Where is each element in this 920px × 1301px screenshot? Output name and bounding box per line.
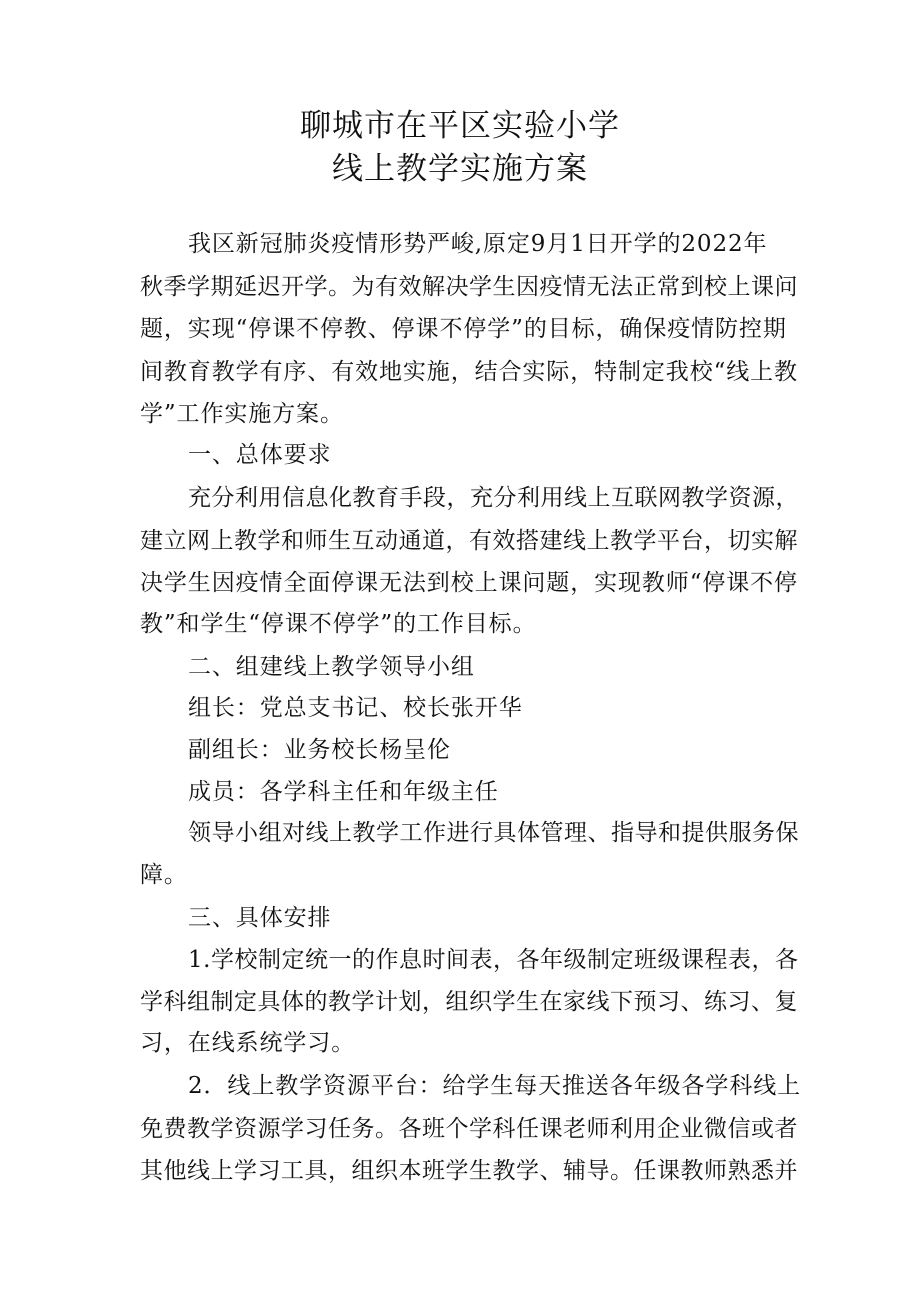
paragraph-item-2-line: 2．线上教学资源平台：给学生每天推送各年级各学科线上 (188, 1073, 802, 1099)
group-members: 成员：各学科主任和年级主任 (188, 779, 499, 805)
paragraph-requirements-line: 充分利用信息化教育手段，充分利用线上互联网教学资源， (188, 485, 799, 511)
document-title-school: 聊城市在平区实验小学 (300, 108, 620, 144)
document-title-plan: 线上教学实施方案 (332, 151, 588, 187)
paragraph-item-1-line: 习，在线系统学习。 (140, 1030, 356, 1056)
paragraph-requirements-line: 教”和学生“停课不停学”的工作目标。 (140, 611, 537, 637)
group-leader: 组长：党总支书记、校长张开华 (188, 695, 523, 721)
paragraph-item-2-line: 其他线上学习工具，组织本班学生教学、辅导。任课教师熟悉并 (140, 1158, 798, 1184)
paragraph-group-duty-line: 领导小组对线上教学工作进行具体管理、指导和提供服务保 (188, 820, 799, 846)
paragraph-item-2-line: 免费教学资源学习任务。各班个学科任课老师利用企业微信或者 (140, 1116, 798, 1142)
paragraph-intro-line: 我区新冠肺炎疫情形势严峻,原定9月1日开学的2022年 (188, 231, 768, 257)
paragraph-intro-line: 间教育教学有序、有效地实施，结合实际，特制定我校“线上教 (140, 359, 798, 385)
paragraph-requirements-line: 决学生因疫情全面停课无法到校上课问题，实现教师“停课不停 (140, 570, 798, 596)
paragraph-item-1-line: 学科组制定具体的教学计划，组织学生在家线下预习、练习、复 (140, 989, 798, 1015)
paragraph-intro-line: 题，实现“停课不停教、停课不停学”的目标，确保疫情防控期 (140, 316, 787, 342)
section-heading-3: 三、具体安排 (188, 905, 332, 931)
paragraph-group-duty-line: 障。 (140, 862, 188, 888)
section-heading-2: 二、组建线上教学领导小组 (188, 654, 475, 680)
paragraph-item-1-line: 1.学校制定统一的作息时间表，各年级制定班级课程表，各 (188, 947, 799, 973)
section-heading-1: 一、总体要求 (188, 442, 332, 468)
paragraph-intro-line: 秋季学期延迟开学。为有效解决学生因疫情无法正常到校上课问 (140, 274, 798, 300)
paragraph-requirements-line: 建立网上教学和师生互动通道，有效搭建线上教学平台，切实解 (140, 528, 798, 554)
group-deputy-leader: 副组长：业务校长杨呈伦 (188, 737, 451, 763)
paragraph-intro-line: 学”工作实施方案。 (140, 401, 344, 427)
